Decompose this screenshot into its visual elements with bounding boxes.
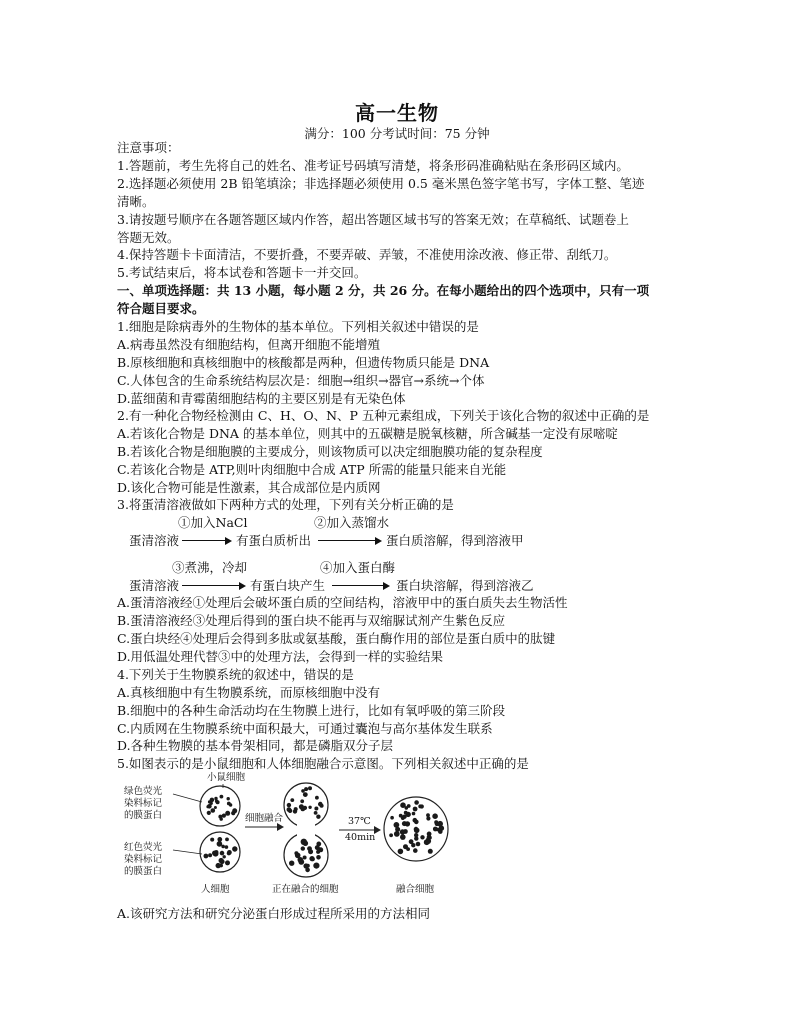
option-b: B.原核细胞和真核细胞中的核酸都是两种，但遗传物质只能是 DNA (117, 355, 490, 370)
time-label: 40min (345, 832, 376, 843)
step-3-label: ③煮沸，冷却 (172, 560, 248, 575)
cell-fusion-figure (117, 772, 477, 900)
red-label-line: 的膜蛋白 (124, 866, 163, 877)
step-2-label: ②加入蒸馏水 (314, 515, 390, 530)
option-c: C.内质网在生物膜系统中面积最大，可通过囊泡与高尔基体发生联系 (117, 721, 493, 736)
option-c: C.人体包含的生命系统结构层次是：细胞→组织→器官→系统→个体 (117, 373, 485, 388)
option-b: B.蛋清溶液经③处理后得到的蛋白块不能再与双缩脲试剂产生紫色反应 (117, 613, 506, 628)
fusion-arrow-label: 细胞融合 (245, 813, 284, 824)
option-a: A.病毒虽然没有细胞结构，但离开细胞不能增殖 (117, 337, 381, 352)
note-item: 5.考试结束后，将本试卷和答题卡一并交回。 (117, 265, 367, 280)
green-label-line: 绿色荧光 (124, 786, 163, 797)
mouse-cell-label: 小鼠细胞 (207, 772, 246, 783)
option-b: B.细胞中的各种生命活动均在生物膜上进行，比如有氧呼吸的第三阶段 (117, 703, 506, 718)
option-a: A.蛋清溶液经①处理后会破坏蛋白质的空间结构，溶液甲中的蛋白质失去生物活性 (117, 595, 568, 610)
note-item: 2.选择题必须使用 2B 铅笔填涂；非选择题必须使用 0.5 毫米黑色签字笔书写，字体工整、笔迹 (117, 176, 645, 191)
page-title: 高一生物 (355, 101, 439, 125)
option-c: C.若该化合物是 ATP,则叶肉细胞中合成 ATP 所需的能量只能来自光能 (117, 462, 507, 477)
option-a: A.若该化合物是 DNA 的基本单位，则其中的五碳糖是脱氧核糖，所含碱基一定没有尿嘧啶 (117, 426, 618, 441)
question-stem: 1.细胞是除病毒外的生物体的基本单位。下列相关叙述中错误的是 (117, 319, 479, 334)
red-label-line: 红色荧光 (124, 842, 163, 853)
question-stem: 2.有一种化合物经检测由 C、H、O、N、P 五种元素组成，下列关于该化合物的叙述中正确的是 (117, 408, 650, 423)
note-item: 4.保持答题卡卡面清洁，不要折叠，不要弄破、弄皱，不准使用涂改液、修正带、刮纸刀。 (117, 247, 617, 262)
cell-fusion-drawing (117, 772, 477, 900)
final-result: 蛋白质溶解，得到溶液甲 (386, 533, 524, 548)
note-item: 1.答题前，考生先将自己的姓名、准考证号码填写清楚，将条形码准确粘贴在条形码区域内。 (117, 158, 629, 173)
option-b: B.若该化合物是细胞膜的主要成分，则该物质可以决定细胞膜功能的复杂程度 (117, 444, 543, 459)
start-solution: 蛋清溶液 (129, 533, 180, 548)
step-4-label: ④加入蛋白酶 (320, 560, 396, 575)
option-c: C.蛋白块经④处理后会得到多肽或氨基酸，蛋白酶作用的部位是蛋白质中的肽键 (117, 631, 556, 646)
step-1-label: ①加入NaCl (178, 515, 248, 530)
option-d: D.各种生物膜的基本骨架相同，都是磷脂双分子层 (117, 738, 394, 753)
option-d: D.该化合物可能是性激素，其合成部位是内质网 (117, 480, 381, 495)
question-stem: 4.下列关于生物膜系统的叙述中，错误的是 (117, 667, 354, 682)
notes-heading: 注意事项： (117, 140, 180, 155)
final-result: 蛋白块溶解，得到溶液乙 (396, 578, 534, 593)
temperature-label: 37℃ (348, 816, 371, 827)
option-a: A.该研究方法和研究分泌蛋白形成过程所采用的方法相同 (117, 906, 431, 921)
human-cell-label: 人细胞 (201, 884, 230, 895)
arrow-icon (182, 585, 244, 586)
option-a: A.真核细胞中有生物膜系统，而原核细胞中没有 (117, 685, 381, 700)
arrow-icon (182, 540, 230, 541)
note-item: 清晰。 (117, 194, 155, 209)
start-solution: 蛋清溶液 (129, 578, 180, 593)
option-d: D.蓝细菌和青霉菌细胞结构的主要区别是有无染色体 (117, 391, 406, 406)
option-d: D.用低温处理代替③中的处理方法，会得到一样的实验结果 (117, 649, 444, 664)
red-label-line: 染料标记 (124, 854, 163, 865)
section-heading-cont: 符合题目要求。 (117, 301, 205, 316)
section-heading: 一、单项选择题：共 13 小题，每小题 2 分，共 26 分。在每小题给出的四个选项中，只有一项 (117, 283, 650, 298)
intermediate-result: 有蛋白块产生 (250, 578, 326, 593)
intermediate-result: 有蛋白质析出 (236, 533, 312, 548)
question-stem: 3.将蛋清溶液做如下两种方式的处理，下列有关分析正确的是 (117, 497, 454, 512)
note-item: 3.请按题号顺序在各题答题区域内作答，超出答题区域书写的答案无效；在草稿纸、试题卷上 (117, 212, 629, 227)
green-label-line: 染料标记 (124, 798, 163, 809)
question-stem: 5.如图表示的是小鼠细胞和人体细胞融合示意图。下列相关叙述中正确的是 (117, 756, 529, 771)
fused-cell-label: 融合细胞 (396, 884, 435, 895)
green-label-line: 的膜蛋白 (124, 810, 163, 821)
fusing-cell-label: 正在融合的细胞 (272, 884, 339, 895)
note-item: 答题无效。 (117, 230, 180, 245)
exam-info: 满分：100 分考试时间：75 分钟 (304, 126, 490, 141)
arrow-icon (332, 585, 388, 586)
arrow-icon (318, 540, 380, 541)
